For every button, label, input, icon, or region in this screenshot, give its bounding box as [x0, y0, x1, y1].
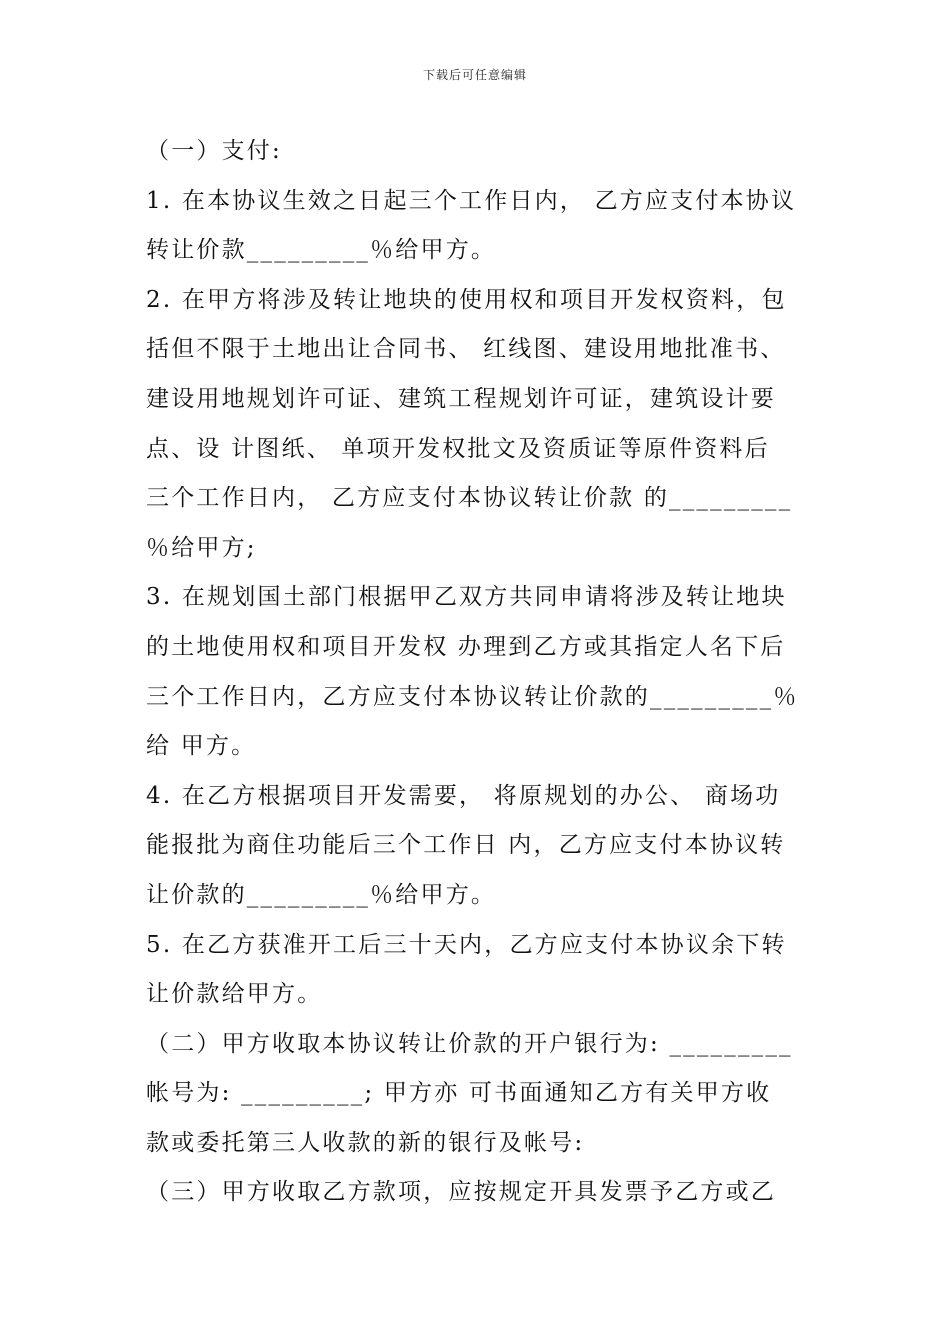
text-line: 三个工作日内，乙方应支付本协议转让价款的_________％ — [146, 683, 799, 710]
text-line: 建设用地规划许可证、建筑工程规划许可证，建筑设计要 — [146, 385, 776, 412]
text-line: 转让价款_________％给甲方。 — [146, 237, 497, 264]
text-line: 2. 在甲方将涉及转让地块的使用权和项目开发权资料，包 — [146, 286, 787, 313]
text-line: 能报批为商住功能后三个工作日 内，乙方应支付本协议转 — [146, 832, 786, 859]
text-line: 款或委托第三人收款的新的银行及帐号: — [146, 1129, 585, 1156]
text-line: ％给甲方; — [146, 534, 257, 561]
text-line: 3. 在规划国土部门根据甲乙双方共同申请将涉及转让地块 — [146, 584, 787, 611]
text-line: 4. 在乙方根据项目开发需要， 将原规划的办公、 商场功 — [146, 782, 781, 809]
document-body — [146, 127, 810, 1218]
section-heading-invoice: （三）甲方收取乙方款项，应按规定开具发票予乙方或乙 — [146, 1179, 776, 1206]
section-heading-payment: （一）支付: — [146, 138, 282, 164]
page-header: 下载后可任意编辑 — [422, 68, 527, 82]
text-line: 的土地使用权和项目开发权 办理到乙方或其指定人名下后 — [146, 633, 786, 660]
text-line: 让价款的_________％给甲方。 — [146, 881, 497, 908]
text-line: 让价款给甲方。 — [146, 981, 323, 1008]
text-line: 1. 在本协议生效之日起三个工作日内， 乙方应支付本协议 — [146, 187, 797, 214]
text-line: 5. 在乙方获准开工后三十天内，乙方应支付本协议余下转 — [146, 931, 787, 958]
text-line: 点、设 计图纸、 单项开发权批文及资质证等原件资料后 — [146, 435, 770, 462]
text-line: 帐号为: _________; 甲方亦 可书面通知乙方有关甲方收 — [146, 1080, 772, 1107]
text-line: 给 甲方。 — [146, 733, 257, 760]
section-heading-bank: （二）甲方收取本协议转让价款的开户银行为: _________ — [146, 1030, 793, 1057]
text-line: 括但不限于土地出让合同书、 红线图、建设用地批准书、 — [146, 336, 786, 363]
text-line: 三个工作日内， 乙方应支付本协议转让价款 的_________ — [146, 485, 793, 512]
